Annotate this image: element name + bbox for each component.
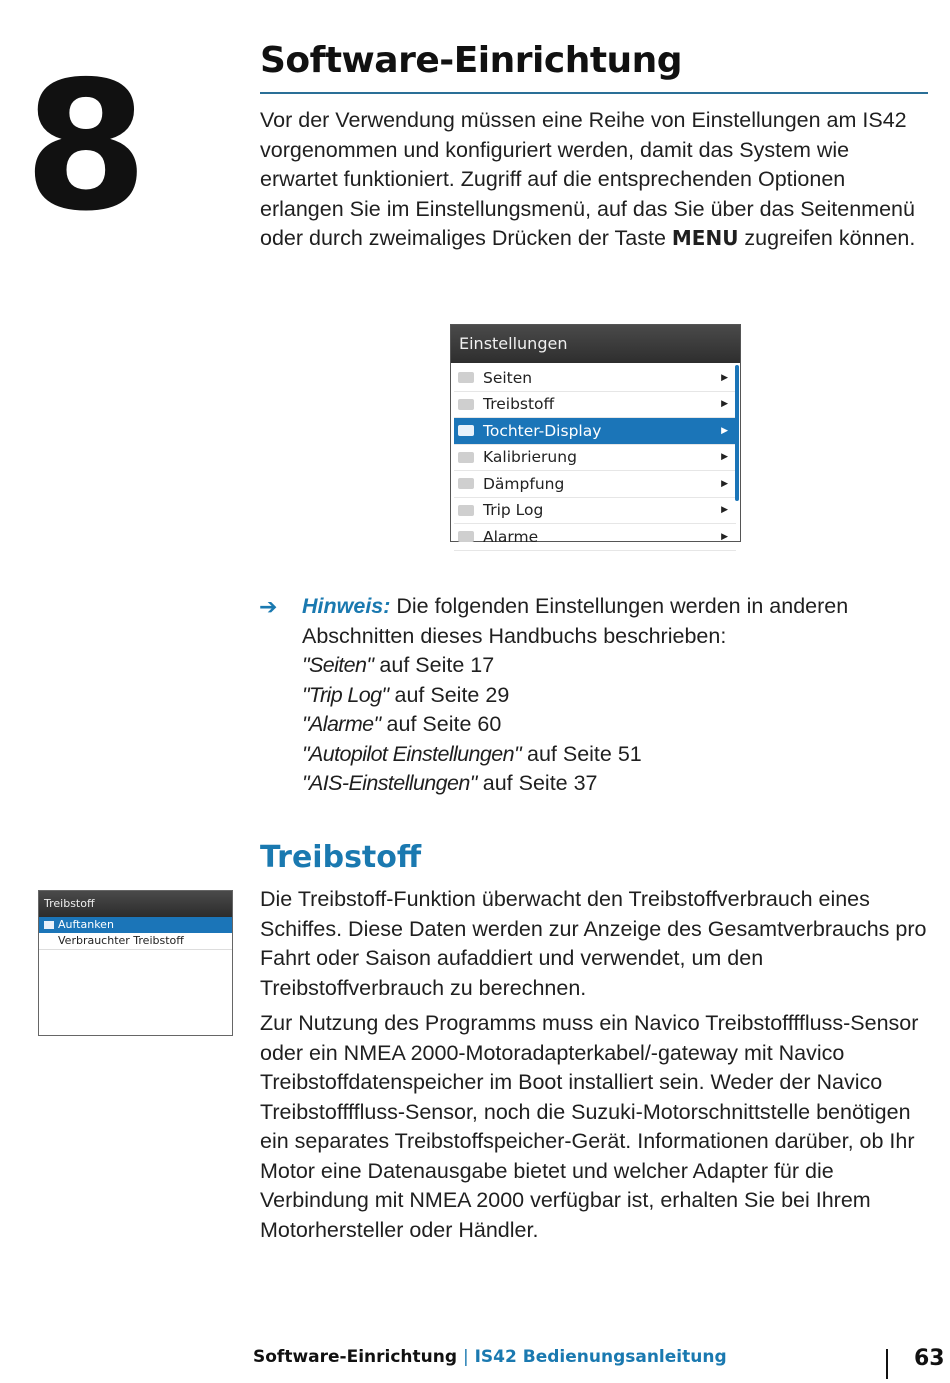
damping-icon — [458, 478, 474, 489]
fuel-menu-screenshot — [38, 890, 233, 1036]
reference-page: auf Seite 29 — [388, 682, 510, 707]
fuel-icon — [458, 399, 474, 410]
chevron-right-icon: ▶ — [721, 531, 728, 542]
fuel-item-auftanken[interactable] — [39, 917, 232, 933]
menu-item-label: Dämpfung — [483, 474, 565, 493]
chevron-right-icon: ▶ — [721, 505, 728, 516]
menu-item-kalibrierung[interactable] — [454, 445, 736, 472]
footer-manual-title: IS42 Bedienungsanleitung — [474, 1347, 727, 1367]
fuel-item-label: Auftanken — [58, 918, 114, 931]
menu-item-treibstoff[interactable] — [454, 392, 736, 419]
settings-menu-list — [454, 365, 736, 551]
reference-line — [302, 710, 932, 740]
title-rule — [260, 92, 928, 94]
reference-link[interactable]: "Alarme" — [302, 712, 381, 736]
menu-item-seiten[interactable] — [454, 365, 736, 392]
section-paragraph-1: Die Treibstoff-Funktion überwacht den Treibstoffverbrauch eines Schiffes. Diese Daten werden zur Anzeige des Gesamtverbrauchs pro Fahrt oder Saison aufaddiert und verwendet, um den Treibstoffverbrauch zu berechnen. — [260, 887, 927, 1000]
settings-menu-title: Einstellungen — [451, 325, 740, 363]
fuel-menu-title: Treibstoff — [39, 891, 232, 917]
menu-scrollbar[interactable] — [735, 365, 739, 501]
menu-item-label: Treibstoff — [483, 395, 555, 414]
alarm-bell-icon — [458, 531, 474, 542]
intro-paragraph — [260, 106, 930, 254]
chevron-right-icon: ▶ — [721, 478, 728, 489]
fuel-item-verbrauchter-treibstoff[interactable] — [39, 933, 232, 950]
pages-icon — [458, 372, 474, 383]
reference-page: auf Seite 60 — [380, 712, 502, 736]
menu-item-label: Trip Log — [483, 501, 544, 520]
chevron-right-icon: ▶ — [721, 452, 728, 463]
reference-page: auf Seite 51 — [521, 741, 642, 766]
reference-line — [302, 681, 932, 711]
reference-line — [302, 651, 932, 681]
intro-text-after: zugreifen können. — [738, 226, 916, 250]
reference-link[interactable]: "Autopilot Einstellungen" — [302, 741, 522, 766]
chevron-right-icon: ▶ — [721, 372, 728, 383]
menu-item-daempfung[interactable] — [454, 471, 736, 498]
note-block — [302, 592, 932, 799]
menu-item-trip-log[interactable] — [454, 498, 736, 525]
menu-item-tochter-display[interactable] — [454, 418, 736, 445]
reference-page: auf Seite 37 — [476, 771, 598, 795]
menu-key: MENU — [671, 226, 739, 250]
chapter-title: Software-Einrichtung — [260, 40, 683, 81]
settings-menu-screenshot — [450, 324, 741, 546]
note-text: Die folgenden Einstellungen werden in anderen Abschnitten dieses Handbuchs beschrieben: — [302, 594, 849, 648]
footer — [253, 1347, 727, 1367]
menu-item-label: Tochter-Display — [483, 421, 602, 440]
trip-log-icon — [458, 505, 474, 516]
page-number: 63 — [914, 1346, 945, 1371]
chevron-right-icon: ▶ — [721, 399, 728, 410]
page-number-divider — [886, 1349, 888, 1379]
chevron-right-icon: ▶ — [721, 425, 728, 436]
reference-page: auf Seite 17 — [373, 653, 495, 677]
reference-line — [302, 740, 932, 770]
calibration-icon — [458, 452, 474, 463]
note-label: Hinweis: — [302, 594, 391, 618]
footer-chapter: Software-Einrichtung — [253, 1347, 458, 1367]
chapter-number: 8 — [24, 43, 144, 250]
menu-item-label: Kalibrierung — [483, 448, 577, 467]
menu-item-label: Seiten — [483, 368, 533, 387]
reference-link[interactable]: "Trip Log" — [302, 682, 389, 707]
arrow-right-icon: ➔ — [259, 595, 278, 620]
section-title: Treibstoff — [260, 840, 422, 875]
menu-item-label: Alarme — [483, 527, 539, 546]
refuel-icon — [44, 921, 54, 929]
section-paragraph-2: Zur Nutzung des Programms muss ein Navico Treibstoffffluss-Sensor oder ein NMEA 2000-Motoradapterkabel/-gateway mit Navico Treibstoffdatenspeicher im Boot installiert sein. Weder der Navico Treibstoffffluss-Sensor, noch die Suzuki-Motorschnittstelle benötigen ein separates Treibstoffspeicher-Gerät. Informationen darüber, ob Ihr Motor eine Datenausgabe bietet und welcher Adapter für die Verbindung mit NMEA 2000 verfügbar ist, erhalten Sie bei Ihrem Motorhersteller oder Händler. — [260, 1011, 919, 1242]
reference-line — [302, 769, 932, 799]
reference-link[interactable]: "Seiten" — [302, 653, 374, 677]
menu-item-alarme[interactable] — [454, 524, 736, 551]
intro-text-before: Vor der Verwendung müssen eine Reihe von Einstellungen am IS42 vorgenommen und konfiguriert werden, damit das System wie erwartet funktioniert. Zugriff auf die entsprechenden Optionen erlangen Sie im Einstellungsmenü, auf das Sie über das Seitenmenü oder durch zweimaliges Drücken der Taste — [260, 108, 915, 250]
display-icon — [458, 425, 474, 436]
footer-separator: | — [462, 1347, 469, 1367]
fuel-item-label: Verbrauchter Treibstoff — [58, 934, 184, 947]
reference-link[interactable]: "AIS-Einstellungen" — [302, 771, 477, 795]
